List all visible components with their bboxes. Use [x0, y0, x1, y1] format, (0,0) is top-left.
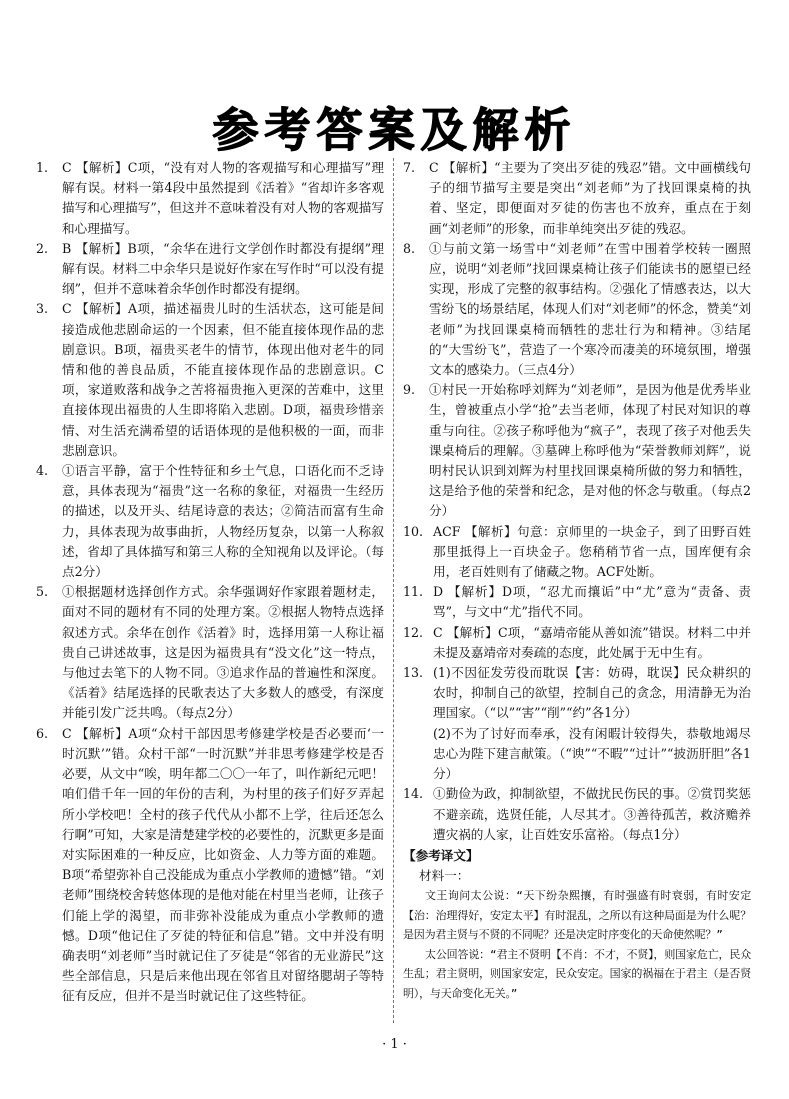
answer-item: [36, 724, 384, 1007]
answer-item: [403, 582, 751, 622]
translation-heading: 【参考译文】: [403, 847, 479, 863]
answer-text: ①与前文第一场雪中“刘老师”在雪中围着学校转一圈照应，说明“刘老师”找回课桌椅让孩子们能读书的愿望已经实现，形成了完整的叙事结构。②强化了情感表达，以大雪纷飞的场景结尾，体现人们对“刘老师”的怀念，赞美“刘老师”为找回课桌椅而牺牲的悲壮行为和精神。③结尾的“大雪纷飞”，营造了一个寒冷而凄美的环境氛围，增强文本的感染力。（三点4分）: [429, 240, 751, 378]
answer-number: 6.: [36, 725, 49, 741]
page-title: 参考答案及解析: [212, 103, 577, 157]
column-divider: [393, 158, 394, 1023]
answer-number: 12.: [403, 624, 424, 640]
answer-number: 14.: [403, 786, 424, 802]
answer-item: [36, 461, 384, 582]
answer-text: ①根据题材选择创作方式。余华强调好作家跟着题材走，面对不同的题材有不同的处理方案。②根据人物特点选择叙述方式。余华在创作《活着》时，选择用第一人称让福贵自己讲述故事，这是因为福贵具有“没文化”这一特点，与他过去笔下的人物不同。③追求作品的普遍性和深度。《活着》结尾选择的民歌表达了大多数人的感受，有深度并能引发广泛共鸣。（每点2分）: [62, 584, 384, 721]
answer-item: [36, 299, 384, 461]
answer-text: C 【解析】C项，“嘉靖帝能从善如流”错误。材料二中并未提及嘉靖帝对奏疏的态度，此处属于无中生有。: [433, 624, 751, 660]
answer-item: [403, 522, 751, 583]
answer-text: C 【解析】A项“众村干部因思考修建学校是否必要而‘一时沉默’”错。众村干部“一时沉默”并非思考修建学校是否必要，从文中“唉，明年都二〇〇一年了，叫作新纪元吧！咱们借千年一回的年份的吉利，为村里的孩子们好歹弄起所小学校吧！全村的孩子代代从小都不上学，往后还怎么行啊”可知，大家是清楚建学校的必要性的，沉默更多是面对实际困难的一种反应，比如资金、人力等方面的难题。B项“希望弥补自己没能成为重点小学教师的遗憾”错。“刘老师”围绕校舍转悠体现的是他对能在村里当老师，让孩子们能上学的渴望，而非弥补没能成为重点小学教师的遗憾。D项“他记住了歹徒的特征和信息”错。文中并没有明确表明“刘老师”当时就记住了歹徒是“邻省的无业游民”这些全部信息，只是后来他出现在邻省且对留络腮胡子等特征有反应，但并不是当时就记住了这些特征。: [62, 725, 384, 1004]
left-column: [36, 158, 384, 1007]
answer-item: [403, 380, 751, 521]
answer-text: ①村民一开始称呼刘辉为“刘老师”，是因为他是优秀毕业生，曾被重点小学“抢”去当老师，体现了村民对知识的尊重与向往。②孩子称呼他为“疯子”，表现了孩子对他丢失课桌椅后的理解。③墓碑上称呼他为“荣誉教师刘辉”，说明村民认识到刘辉为村里找回课桌椅所做的努力和牺牲，这是给予他的荣誉和纪念，是对他的怀念与敬重。（每点2分）: [429, 382, 751, 519]
answer-number: 5.: [36, 584, 49, 600]
answer-text: B 【解析】B项，“余华在进行文学创作时都没有提纲”理解有误。材料二中余华只是说好作家在写作时“可以没有提纲”，但并不意味着余华创作时都没有提纲。: [62, 240, 384, 297]
answer-text: C 【解析】“主要为了突出歹徒的残忍”错。文中画横线句子的细节描写主要是突出“刘老师”为了找回课桌椅的执着、坚定，即便面对歹徒的伤害也不放弃，重点在于刻画“刘老师”的形象，而非单纯突出歹徒的残忍。: [429, 160, 751, 236]
answer-text: ①语言平静，富于个性特征和乡土气息，口语化而不乏诗意，具体表现为“福贵”这一名称的象征，对福贵一生经历的描述，以及开头、结尾诗意的表达；②简洁而富有生命力，具体表现为故事曲折，人物经历复杂，以第一人称叙述，省却了具体描写和第三人称的全知视角以及评论。（每点2分）: [62, 463, 384, 580]
answer-item: [36, 239, 384, 300]
answer-item: [403, 239, 751, 380]
answer-number: 3.: [36, 301, 49, 317]
answer-number: 10.: [403, 523, 424, 539]
answer-text: D 【解析】D项，“忍尤而攘诟”中“尤”意为“责备、责骂”，与文中“尤”指代不同。: [433, 584, 751, 620]
answer-number: 8.: [403, 240, 416, 256]
right-column: [403, 158, 751, 1003]
answer-item: [403, 158, 751, 239]
answer-number: 11.: [403, 584, 424, 600]
answer-item: [36, 582, 384, 723]
answer-item: [36, 158, 384, 239]
answer-number: 4.: [36, 463, 49, 479]
answer-number: 13.: [403, 665, 424, 681]
page-number: · 1 ·: [382, 1037, 407, 1052]
answer-number: 1.: [36, 160, 49, 175]
answer-item: [403, 623, 751, 663]
answer-text: C 【解析】C项，“没有对人物的客观描写和心理描写”理解有误。材料一第4段中虽然提到《活着》“省却许多客观描写和心理描写”，但这并不意味着没有对人物的客观描写和心理描写。: [62, 160, 384, 236]
answer-item: [403, 784, 751, 845]
answer-number: 9.: [403, 382, 416, 398]
answer-number: 2.: [36, 240, 49, 256]
answer-subtext: (2)不为了讨好而奉承，没有闲暇计较得失，恭敬地竭尽忠心为陛下建言献策。（“谀”“不暇”“过计”“披沥肝胆”各1分）: [433, 725, 751, 782]
answer-text: ①勤俭为政，抑制欲望，不做扰民伤民的事。②赏罚奖惩不避亲疏，选贤任能，人尽其才。③善待孤苦，救济赡养遭灾祸的人家，让百姓安乐富裕。（每点1分）: [433, 786, 751, 842]
translation-paragraph: 太公回答说：“君主不贤明【不肖：不才，不贤】，则国家危亡，民众生乱；君主贤明，则国家安定，民众安定。国家的祸福在于君主（是否贤明），与天命变化无关。”: [403, 947, 751, 1000]
answer-number: 7.: [403, 160, 416, 175]
translation-subheading: 材料一：: [419, 868, 470, 884]
answer-text: (1)不因征发劳役而耽误【害：妨碍，耽误】民众耕织的农时，抑制自己的欲望，控制自己的贪念，用清静无为治理国家。（“以”“害”“削”“约”各1分）: [433, 665, 751, 721]
translation-paragraph: 文王询问太公说：“天下纷杂熙攘，有时强盛有时衰弱，有时安定【治：治理得好，安定太平】有时混乱，之所以有这种局面是为什么呢？是因为君主贤与不贤的不同呢？还是决定时序变化的天命使然呢？”: [403, 889, 751, 942]
answer-text: C 【解析】A项，描述福贵儿时的生活状态，这可能是间接造成他悲剧命运的一个因素，但不能直接体现作品的悲剧意识。B项，福贵买老牛的情节，体现出他对老牛的同情和他的善良品质，不能直接体现作品的悲剧意识。C项，家道败落和战争之苦将福贵拖入更深的苦难中，这里直接体现出福贵的人生即将陷入悲剧。D项，福贵珍惜亲情、对生活充满希望的话语体现的是他积极的一面，而非悲剧意识。: [62, 301, 384, 458]
answer-item: [403, 663, 751, 784]
answer-text: ACF 【解析】句意：京师里的一块金子，到了田野百姓那里抵得上一百块金子。您稍稍节省一点，国库便有余用，老百姓则有了储藏之物。ACF处断。: [433, 523, 751, 580]
